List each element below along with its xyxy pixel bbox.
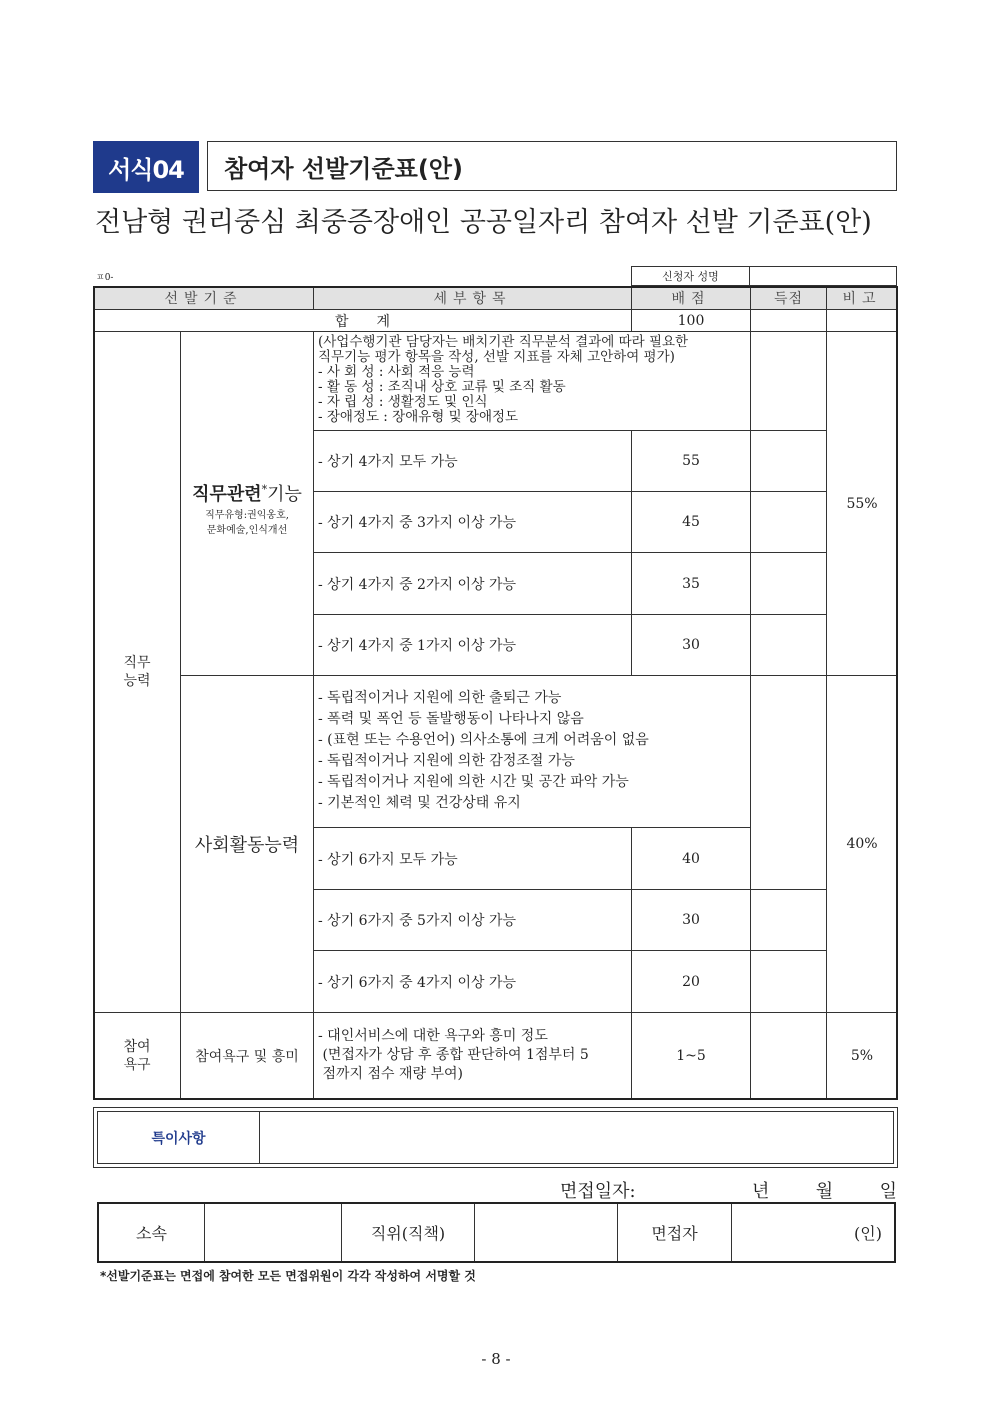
job-skill-title-main: 직무관련 [192, 483, 262, 505]
social-ability-row-item: - 상기 6가지 모두 가능 [313, 827, 632, 890]
position-field[interactable] [475, 1204, 618, 1261]
participation-item [313, 1012, 632, 1100]
job-skill-row-score[interactable] [750, 491, 827, 553]
footnote: *선발기준표는 면접에 참여한 모든 면접위원이 각각 작성하여 서명할 것 [100, 1269, 476, 1283]
job-ability-label: 직무 능력 [93, 331, 181, 1013]
social-ability-label: 사회활동능력 [180, 675, 314, 1013]
applicant-name-field[interactable] [749, 266, 897, 286]
participation-item-line: - 대인서비스에 대한 욕구와 흥미 정도 [318, 1028, 548, 1044]
special-notes-label: 특이사항 [98, 1112, 260, 1163]
special-notes-box [97, 1111, 894, 1164]
participation-sub-label: 참여욕구 및 흥미 [180, 1012, 314, 1100]
form-title-text: 참여자 선발기준표(안) [224, 154, 463, 183]
social-ability-row-score[interactable] [750, 889, 827, 951]
job-skill-note: - 장애정도 : 장애유형 및 장애정도 [318, 409, 519, 425]
social-ability-note: - (표현 또는 수용언어) 의사소통에 크게 어려움이 없음 [318, 732, 649, 748]
participation-score[interactable] [750, 1012, 827, 1100]
job-skill-row-item: - 상기 4가지 중 2가지 이상 가능 [313, 552, 632, 615]
total-label: 합 계 [93, 309, 632, 332]
job-skill-note: - 사 회 성 : 사회 적응 능력 [318, 364, 475, 380]
form-title [207, 141, 897, 191]
job-skill-subtitle-1: 직무유형:권익옹호, [205, 509, 289, 521]
header-points: 배점 [631, 286, 751, 310]
social-ability-note: - 독립적이거나 지원에 의한 감정조절 가능 [318, 753, 575, 769]
document-title: 전남형 권리중심 최중증장애인 공공일자리 참여자 선발 기준표(안) [95, 207, 872, 238]
day-label: 일 [879, 1181, 897, 1202]
interviewer-table [97, 1202, 896, 1263]
job-skill-note-score-blank [750, 331, 827, 431]
social-ability-row-score[interactable] [750, 675, 827, 890]
job-skill-row-points: 30 [631, 614, 751, 676]
total-remark [826, 309, 898, 332]
affiliation-field[interactable] [205, 1204, 342, 1261]
position-label: 직위(직책) [342, 1204, 475, 1261]
social-ability-row-score[interactable] [750, 950, 827, 1013]
total-points: 100 [631, 309, 751, 332]
job-skill-note: 직무기능 평가 항목을 작성, 선발 지표를 자체 고안하여 평가) [318, 349, 675, 365]
social-ability-row-points: 20 [631, 950, 751, 1013]
form-number-badge: 서식04 [93, 141, 199, 193]
header-criteria: 선발기준 [93, 286, 314, 310]
job-skill-row-points: 35 [631, 552, 751, 615]
page-number: - 8 - [481, 1350, 511, 1368]
interviewer-label: 면접자 [618, 1204, 732, 1261]
social-ability-row-points: 40 [631, 827, 751, 890]
applicant-name-label: 신청자 성명 [631, 266, 750, 286]
job-skill-subtitle-2: 문화예술,인식개선 [206, 524, 288, 536]
job-skill-remark: 55% [826, 331, 898, 676]
month-label: 월 [815, 1181, 834, 1202]
job-skill-note: - 활 동 성 : 조직내 상호 교류 및 조직 활동 [318, 379, 566, 395]
affiliation-label: 소속 [99, 1204, 205, 1261]
interview-date [560, 1177, 897, 1203]
year-label: 년 [752, 1181, 770, 1202]
small-mark: ㅍ0- [96, 273, 114, 283]
job-skill-row-score[interactable] [750, 552, 827, 615]
job-skill-note: (사업수행기관 담당자는 배치기관 직무분석 결과에 따라 필요한 [318, 334, 689, 350]
job-skill-row-score[interactable] [750, 430, 827, 492]
header-detail-items: 세부항목 [313, 286, 632, 310]
job-skill-note: - 자 립 성 : 생활정도 및 인식 [318, 394, 488, 410]
seal-mark: (인) [854, 1224, 882, 1243]
social-ability-note: - 폭력 및 폭언 등 돌발행동이 나타나지 않음 [318, 711, 584, 727]
participation-item-line: (면접자가 상담 후 종합 판단하여 1점부터 5 [318, 1047, 589, 1063]
participation-points: 1~5 [631, 1012, 751, 1100]
social-ability-note: - 기본적인 체력 및 건강상태 유지 [318, 795, 521, 811]
social-ability-note: - 독립적이거나 지원에 의한 시간 및 공간 파악 가능 [318, 774, 629, 790]
job-skill-row-item: - 상기 4가지 중 1가지 이상 가능 [313, 614, 632, 676]
job-skill-row-item: - 상기 4가지 중 3가지 이상 가능 [313, 491, 632, 553]
job-skill-label [180, 331, 314, 676]
social-ability-row-item: - 상기 6가지 중 4가지 이상 가능 [313, 950, 632, 1013]
social-ability-row-points: 30 [631, 889, 751, 951]
participation-item-line: 점까지 점수 재량 부여) [318, 1066, 463, 1082]
social-ability-notes [313, 675, 751, 828]
job-skill-title [192, 480, 302, 506]
job-skill-title-suffix: 기능 [267, 483, 302, 505]
job-skill-title-star: * [261, 482, 268, 496]
job-skill-row-points: 55 [631, 430, 751, 492]
job-skill-row-points: 45 [631, 491, 751, 553]
social-ability-note: - 독립적이거나 지원에 의한 출퇴근 가능 [318, 690, 562, 706]
social-ability-row-item: - 상기 6가지 중 5가지 이상 가능 [313, 889, 632, 951]
job-skill-row-item: - 상기 4가지 모두 가능 [313, 430, 632, 492]
participation-label: 참여 욕구 [93, 1012, 181, 1100]
job-skill-row-score[interactable] [750, 614, 827, 676]
interviewer-signature-field[interactable] [732, 1204, 894, 1261]
header-remarks: 비고 [826, 286, 898, 310]
social-ability-remark: 40% [826, 675, 898, 1013]
total-score[interactable] [750, 309, 827, 332]
header-score: 득점 [750, 286, 827, 310]
job-skill-notes [313, 331, 751, 431]
interview-date-label: 면접일자: [560, 1181, 636, 1202]
special-notes-field[interactable] [260, 1112, 893, 1163]
participation-remark: 5% [826, 1012, 898, 1100]
